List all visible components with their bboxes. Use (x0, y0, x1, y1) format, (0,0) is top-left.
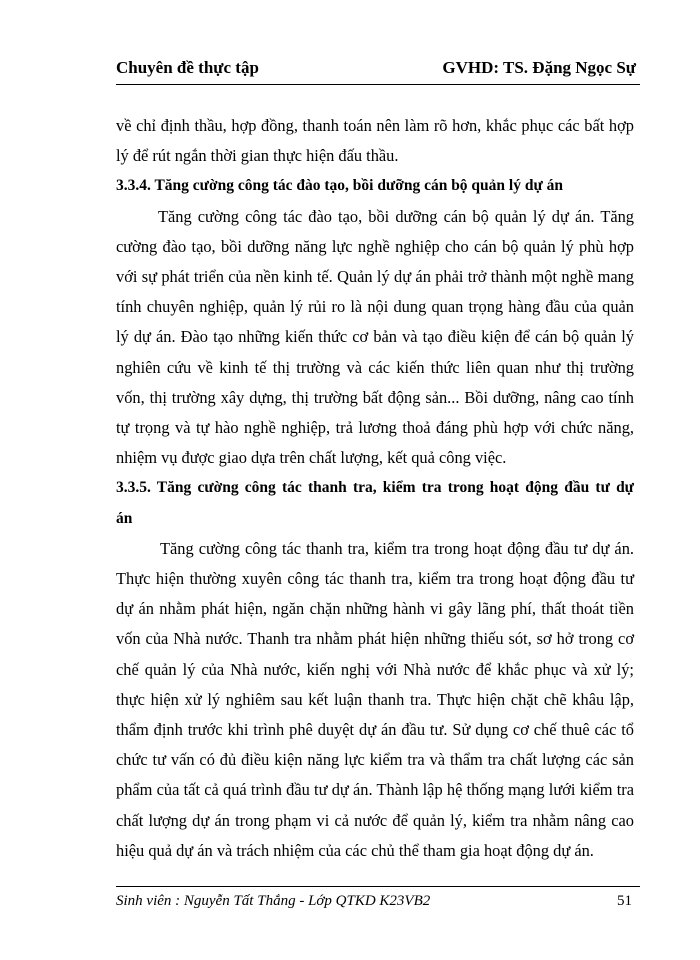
footer-divider (116, 886, 640, 887)
page-number: 51 (617, 893, 632, 909)
footer-student-info: Sinh viên : Nguyễn Tất Thắng - Lớp QTKD K23VB2 (116, 893, 431, 909)
page-footer (116, 893, 636, 915)
intro-paragraph: về chỉ định thầu, hợp đồng, thanh toán nên làm rõ hơn, khắc phục các bất hợp lý để rút ngắn thời gian thực hiện đấu thầu. (116, 116, 634, 166)
page-body (116, 111, 634, 866)
header-title: Chuyên đề thực tập (116, 58, 259, 77)
header-supervisor: GVHD: TS. Đặng Ngọc Sự (442, 58, 636, 77)
header-divider (116, 84, 640, 85)
section-334-paragraph: Tăng cường công tác đào tạo, bồi dưỡng cán bộ quản lý dự án. Tăng cường đào tạo, bồi dưỡng năng lực nghề nghiệp cho cán bộ quản lý phù hợp với sự phát triển của nền kinh tế. Quản lý dự án phải trở thành một nghề mang tính chuyên nghiệp, quản lý rủi ro là nội dung quan trọng hàng đầu của quản lý dự án. Đào tạo những kiến thức cơ bản và tạo điều kiện để cán bộ quản lý nghiên cứu về kinh tế thị trường và các kiến thức liên quan như thị trường vốn, thị trường xây dựng, thị trường bất động sản... Bồi dưỡng, nâng cao tính tự trọng và tự hào nghề nghiệp, trả lương thoả đáng phù hợp với chức năng, nhiệm vụ được giao dựa trên chất lượng, kết quả công việc. (116, 206, 634, 468)
section-334-heading: 3.3.4. Tăng cường công tác đào tạo, bồi dưỡng cán bộ quản lý dự án (116, 177, 564, 195)
section-335-paragraph: Tăng cường công tác thanh tra, kiểm tra trong hoạt động đầu tư dự án. Thực hiện thường xuyên công tác thanh tra, kiểm tra trong hoạt động đầu tư dự án nhằm phát hiện, ngăn chặn những hành vi gây lãng phí, thất thoát tiền vốn của Nhà nước. Thanh tra nhằm phát hiện những thiếu sót, sơ hở trong cơ chế quản lý của Nhà nước, kiến nghị với Nhà nước để khắc phục và xử lý; thực hiện xử lý nghiêm sau kết luận thanh tra. Thực hiện chặt chẽ khâu lập, thẩm định trước khi trình phê duyệt dự án đầu tư. Sử dụng cơ chế thuê các tổ chức tư vấn có đủ điều kiện năng lực kiểm tra và thẩm tra chất lượng các sản phẩm của tất cả quá trình đầu tư dự án. Thành lập hệ thống mạng lưới kiểm tra chất lượng dự án trong phạm vi cả nước để quản lý, kiểm tra nhằm nâng cao hiệu quả dự án và trách nhiệm của các chủ thể tham gia hoạt động dự án. (116, 538, 634, 860)
section-335-heading: 3.3.5. Tăng cường công tác thanh tra, kiểm tra trong hoạt động đầu tư dự án (116, 479, 634, 527)
page-header (116, 58, 636, 80)
